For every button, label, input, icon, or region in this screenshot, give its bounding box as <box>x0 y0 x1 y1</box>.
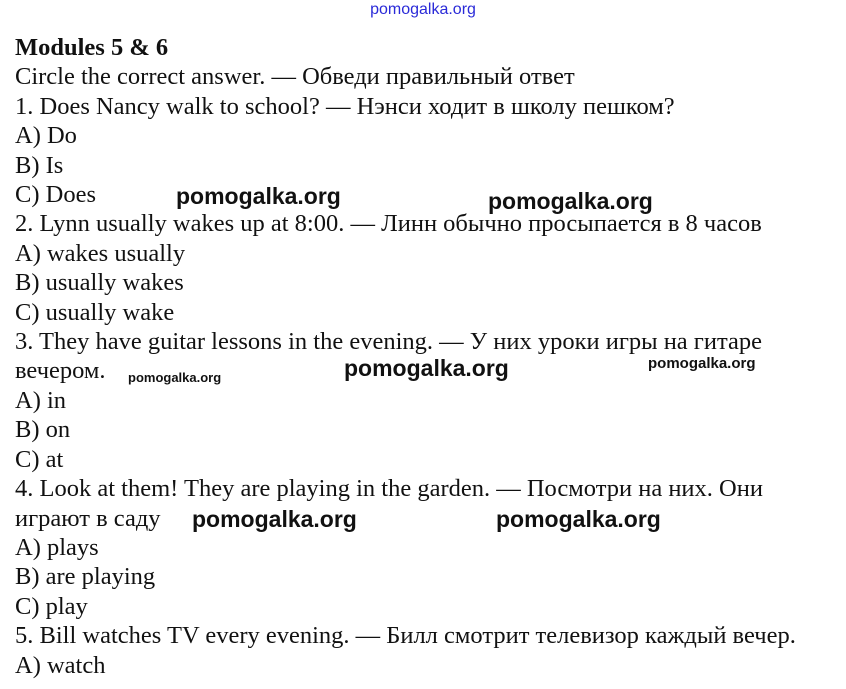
text-line: Circle the correct answer. — Обведи правильный ответ <box>15 63 575 91</box>
watermark: pomogalka.org <box>496 506 661 532</box>
text-line: B) Is <box>15 151 64 179</box>
page-title: Modules 5 & 6 <box>15 34 169 61</box>
text-line: B) usually wakes <box>15 269 184 297</box>
text-line: A) watch <box>15 651 106 679</box>
top-watermark: pomogalka.org <box>370 1 476 18</box>
text-line: 5. Bill watches TV every evening. — Билл смотрит телевизор каждый вечер. <box>15 622 796 650</box>
watermark: pomogalka.org <box>176 183 341 209</box>
text-line: A) wakes usually <box>15 239 186 267</box>
text-line: играют в саду <box>15 504 161 532</box>
text-line: C) usually wake <box>15 298 175 326</box>
watermark: pomogalka.org <box>128 370 222 385</box>
text-line: B) are playing <box>15 563 156 591</box>
text-line: вечером. <box>15 357 106 385</box>
watermark: pomogalka.org <box>648 355 756 372</box>
text-line: A) Do <box>15 122 77 150</box>
text-line: B) on <box>15 416 71 444</box>
text-line: 2. Lynn usually wakes up at 8:00. — Линн обычно просыпается в 8 часов <box>15 210 762 238</box>
text-line: A) in <box>15 386 67 414</box>
watermark: pomogalka.org <box>344 355 509 381</box>
text-line: 1. Does Nancy walk to school? — Нэнси ходит в школу пешком? <box>15 92 675 120</box>
watermark: pomogalka.org <box>488 188 653 214</box>
text-line: C) at <box>15 445 64 473</box>
text-line: C) Does <box>15 181 96 209</box>
text-line: C) play <box>15 592 88 620</box>
text-line: 3. They have guitar lessons in the evening. — У них уроки игры на гитаре <box>15 328 762 356</box>
watermark: pomogalka.org <box>192 506 357 532</box>
text-line: A) plays <box>15 533 99 561</box>
text-line: 4. Look at them! They are playing in the garden. — Посмотри на них. Они <box>15 475 763 503</box>
